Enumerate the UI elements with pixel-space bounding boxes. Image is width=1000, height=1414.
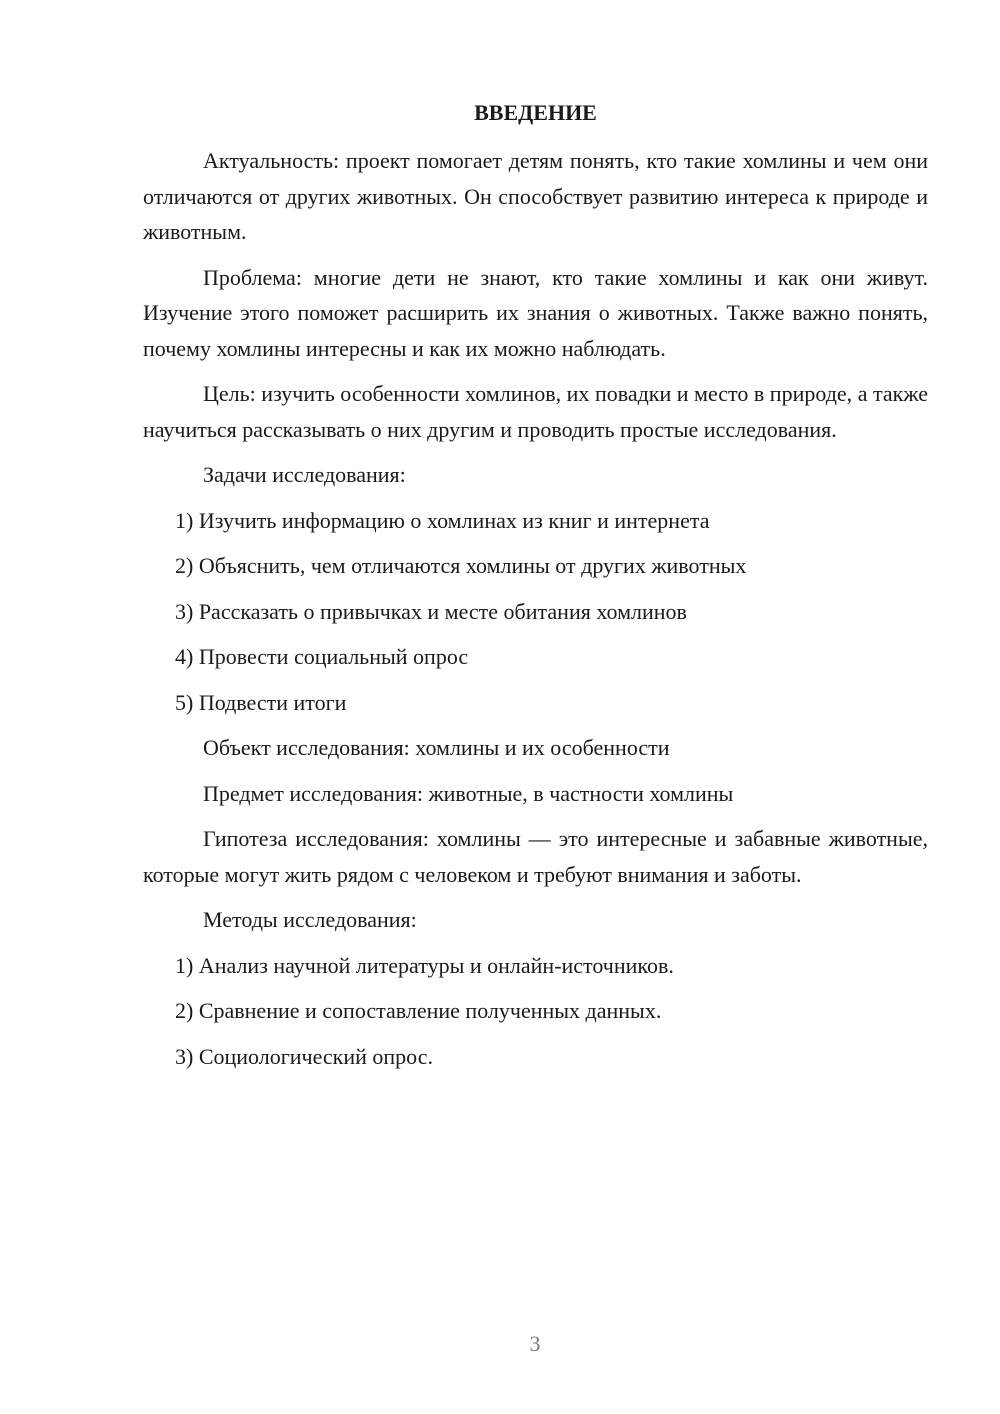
subject-paragraph: Предмет исследования: животные, в частности хомлины <box>203 780 734 806</box>
task-item: 3) Рассказать о привычках и месте обитания хомлинов <box>175 598 687 624</box>
relevance-paragraph: Актуальность: проект помогает детям понять, кто такие хомлины и чем они отличаются от других животных. Он способствует развитию интереса к природе и животным. <box>143 148 928 244</box>
methods-heading: Методы исследования: <box>203 907 417 932</box>
task-item: 1) Изучить информацию о хомлинах из книг и интернета <box>175 507 710 533</box>
tasks-heading: Задачи исследования: <box>203 462 406 487</box>
document-body <box>143 95 928 1084</box>
hypothesis-paragraph: Гипотеза исследования: хомлины — это интересные и забавные животные, которые могут жить рядом с человеком и требуют внимания и заботы. <box>143 826 928 887</box>
page-title: ВВЕДЕНИЕ <box>474 100 597 125</box>
object-paragraph: Объект исследования: хомлины и их особенности <box>203 735 670 760</box>
goal-paragraph: Цель: изучить особенности хомлинов, их повадки и место в природе, а также научиться рассказывать о них другим и проводить простые исследования. <box>143 381 928 442</box>
page-number: 3 <box>529 1331 541 1356</box>
method-item: 2) Сравнение и сопоставление полученных данных. <box>175 998 662 1023</box>
problem-paragraph: Проблема: многие дети не знают, кто такие хомлины и как они живут. Изучение этого поможет расширить их знания о животных. Также важно понять, почему хомлины интересны и как их можно наблюдать. <box>143 264 928 361</box>
tasks-list <box>143 503 928 721</box>
methods-list <box>143 948 928 1075</box>
task-item: 5) Подвести итоги <box>175 689 347 715</box>
method-item: 3) Социологический опрос. <box>175 1043 433 1069</box>
task-item: 4) Провести социальный опрос <box>175 644 469 669</box>
task-item: 2) Объяснить, чем отличаются хомлины от других животных <box>175 553 747 578</box>
method-item: 1) Анализ научной литературы и онлайн-источников. <box>175 952 674 978</box>
